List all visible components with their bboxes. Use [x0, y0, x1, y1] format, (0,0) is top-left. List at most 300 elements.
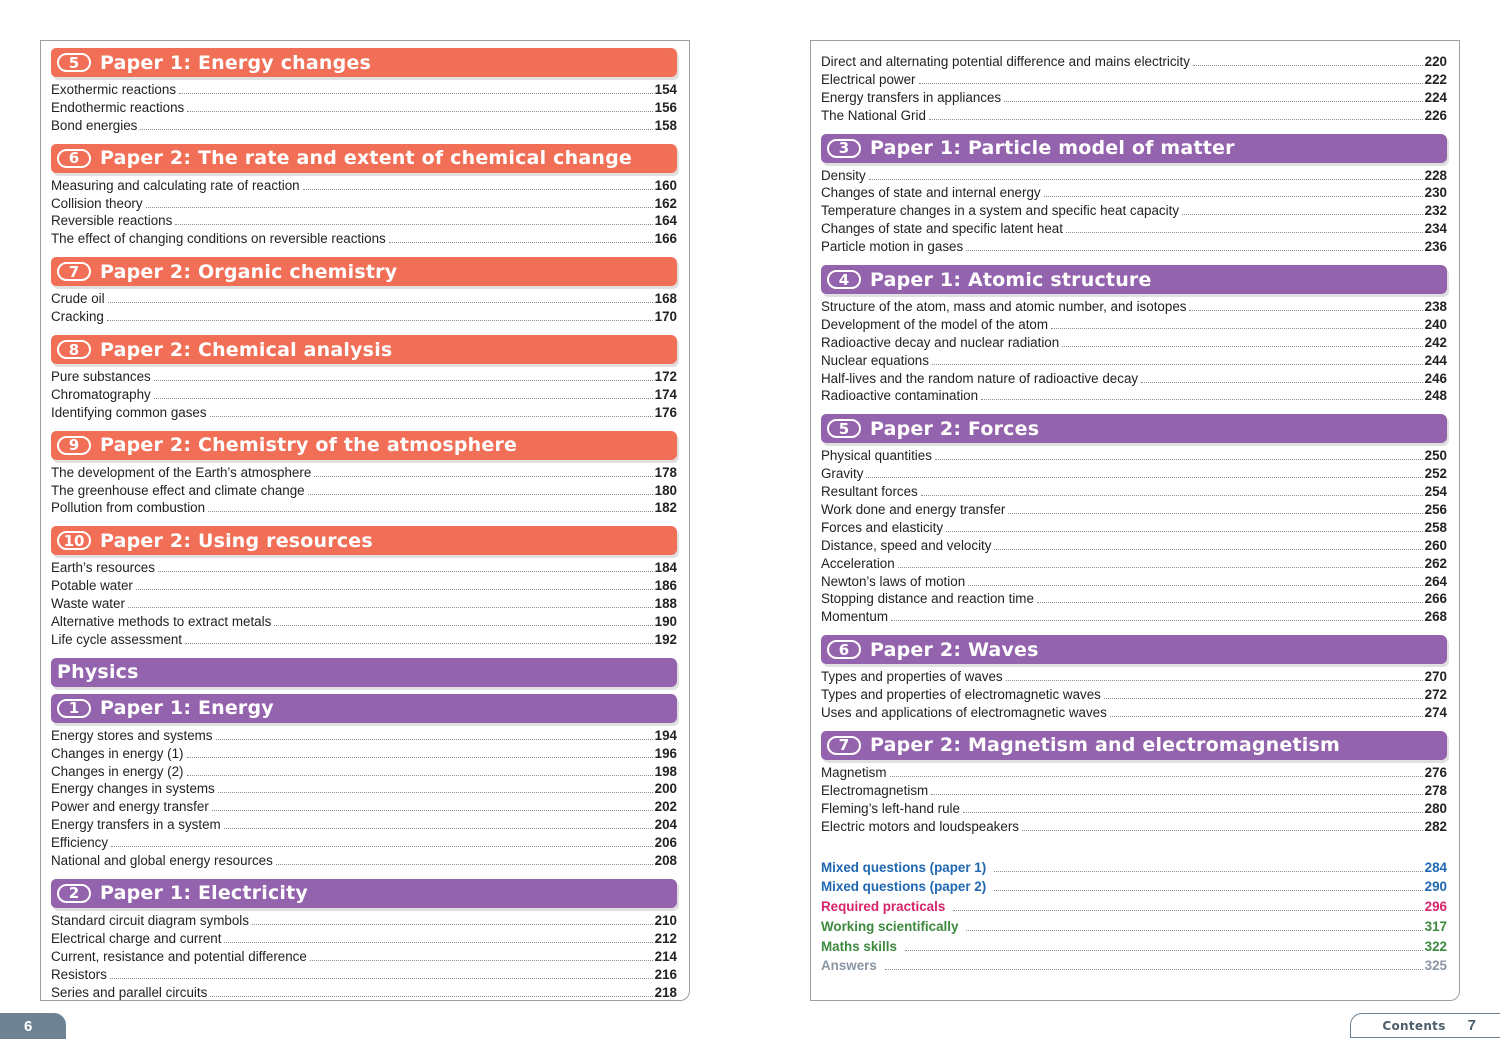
entry-title: The greenhouse effect and climate change [51, 482, 305, 498]
toc-entry[interactable] [821, 465, 1447, 483]
entry-page-number: 262 [1424, 555, 1447, 571]
entry-page-number: 166 [654, 231, 677, 247]
section-banner [51, 335, 677, 364]
toc-entry[interactable] [51, 613, 677, 631]
toc-entry[interactable] [51, 948, 677, 966]
entry-list [821, 760, 1447, 838]
entry-page-number: 198 [654, 763, 677, 779]
toc-entry[interactable] [51, 631, 677, 649]
toc-entry[interactable] [821, 483, 1447, 501]
toc-entry[interactable] [51, 852, 677, 870]
entry-page-number: 176 [654, 404, 677, 420]
toc-entry[interactable] [821, 202, 1447, 220]
toc-entry[interactable] [821, 53, 1447, 71]
entry-title: Standard circuit diagram symbols [51, 912, 249, 928]
entry-list [821, 49, 1447, 127]
entry-page-number: 254 [1424, 484, 1447, 500]
dot-leader [1193, 65, 1423, 66]
entry-list [51, 286, 677, 328]
entry-title: Density [821, 167, 866, 183]
dot-leader [946, 531, 1423, 532]
entry-page-number: 224 [1424, 89, 1447, 105]
entry-page-number: 248 [1424, 388, 1447, 404]
extra-section-entry[interactable] [821, 917, 1447, 937]
entry-title: Electromagnetism [821, 782, 929, 798]
entry-title: Measuring and calculating rate of reaction [51, 177, 300, 193]
entry-title: Collision theory [51, 195, 143, 211]
dot-leader [1189, 310, 1422, 311]
dot-leader [994, 549, 1422, 550]
section-banner [51, 431, 677, 460]
dot-leader [140, 129, 652, 130]
toc-entry[interactable] [821, 238, 1447, 256]
left-contents-list [51, 41, 677, 1003]
toc-entry[interactable] [51, 404, 677, 422]
toc-entry[interactable] [821, 782, 1447, 800]
extra-section-title: Working scientifically [821, 918, 959, 934]
toc-entry[interactable] [51, 984, 677, 1002]
toc-entry[interactable] [51, 308, 677, 326]
extra-section-page: 322 [1424, 938, 1447, 954]
dot-leader [1141, 382, 1423, 383]
entry-page-number: 210 [654, 912, 677, 928]
extra-section-entry[interactable] [821, 937, 1447, 957]
entry-page-number: 188 [654, 596, 677, 612]
dot-leader [308, 494, 653, 495]
section-number-badge: 6 [57, 149, 91, 168]
extra-section-page: 296 [1424, 899, 1447, 915]
left-page-folio [0, 1013, 66, 1039]
toc-entry[interactable] [51, 559, 677, 577]
toc-entry[interactable] [821, 573, 1447, 591]
left-page-contents [40, 40, 690, 1001]
entry-page-number: 172 [654, 369, 677, 385]
entry-title: Temperature changes in a system and specific heat capacity [821, 203, 1180, 219]
section-number-badge: 7 [827, 736, 861, 755]
toc-entry[interactable] [821, 519, 1447, 537]
section-title: Paper 2: The rate and extent of chemical change [100, 147, 632, 170]
entry-page-number: 162 [654, 195, 677, 211]
entry-page-number: 206 [654, 835, 677, 851]
entry-page-number: 278 [1424, 782, 1447, 798]
dot-leader [1044, 196, 1423, 197]
dot-leader [212, 810, 653, 811]
toc-entry[interactable] [51, 290, 677, 308]
entry-page-number: 168 [654, 291, 677, 307]
entry-page-number: 170 [654, 309, 677, 325]
entry-page-number: 160 [654, 177, 677, 193]
toc-entry[interactable] [51, 177, 677, 195]
entry-title: Structure of the atom, mass and atomic number, and isotopes [821, 299, 1187, 315]
entry-title: Uses and applications of electromagnetic waves [821, 705, 1107, 721]
entry-title: Changes of state and specific latent heat [821, 221, 1063, 237]
dot-leader [210, 996, 652, 997]
entry-page-number: 202 [654, 799, 677, 815]
entry-title: Physical quantities [821, 448, 932, 464]
dot-leader [1110, 716, 1423, 717]
entry-page-number: 272 [1424, 687, 1447, 703]
entry-page-number: 182 [654, 500, 677, 516]
entry-title: Fleming’s left-hand rule [821, 800, 960, 816]
entry-page-number: 246 [1424, 370, 1447, 386]
entry-title: Radioactive contamination [821, 388, 979, 404]
section-number-badge: 7 [57, 262, 91, 281]
section-number-badge: 5 [57, 53, 91, 72]
dot-leader [128, 607, 653, 608]
toc-entry[interactable] [51, 816, 677, 834]
toc-entry[interactable] [51, 464, 677, 482]
entry-page-number: 164 [654, 213, 677, 229]
extra-section-entry[interactable] [821, 858, 1447, 878]
dot-leader [136, 589, 653, 590]
toc-entry[interactable] [51, 99, 677, 117]
entry-page-number: 212 [654, 930, 677, 946]
section-number-badge: 1 [57, 699, 91, 718]
entry-title: Crude oil [51, 291, 105, 307]
entry-list [821, 294, 1447, 407]
entry-title: Forces and elasticity [821, 519, 944, 535]
entry-title: Life cycle assessment [51, 631, 182, 647]
extra-section-page: 325 [1424, 958, 1447, 974]
dot-leader [310, 960, 653, 961]
entry-title: The National Grid [821, 107, 926, 123]
toc-entry[interactable] [821, 316, 1447, 334]
section-banner [51, 144, 677, 173]
toc-entry[interactable] [821, 800, 1447, 818]
toc-entry[interactable] [51, 745, 677, 763]
entry-list [821, 664, 1447, 724]
entry-title: Resultant forces [821, 484, 918, 500]
toc-entry[interactable] [51, 780, 677, 798]
toc-entry[interactable] [821, 352, 1447, 370]
toc-entry[interactable] [821, 370, 1447, 388]
toc-entry[interactable] [51, 798, 677, 816]
toc-entry[interactable] [821, 298, 1447, 316]
left-page-number: 6 [24, 1017, 33, 1035]
toc-entry[interactable] [821, 590, 1447, 608]
extra-section-page: 317 [1424, 918, 1447, 934]
dot-leader [931, 794, 1422, 795]
entry-title: Magnetism [821, 764, 887, 780]
entry-page-number: 232 [1424, 203, 1447, 219]
toc-entry[interactable] [821, 686, 1447, 704]
toc-entry[interactable] [51, 368, 677, 386]
entry-page-number: 184 [654, 560, 677, 576]
dot-leader [108, 302, 653, 303]
entry-page-number: 222 [1424, 71, 1447, 87]
dot-leader [389, 242, 653, 243]
toc-entry[interactable] [51, 966, 677, 984]
toc-entry[interactable] [51, 595, 677, 613]
dot-leader [968, 585, 1423, 586]
dot-leader [185, 643, 653, 644]
section-number-badge: 10 [57, 531, 91, 550]
entry-page-number: 158 [654, 117, 677, 133]
extra-section-title: Maths skills [821, 938, 897, 954]
entry-page-number: 236 [1424, 239, 1447, 255]
dot-leader [187, 775, 653, 776]
section-banner [821, 134, 1447, 163]
entry-title: The development of the Earth’s atmosphere [51, 464, 312, 480]
toc-entry[interactable] [51, 727, 677, 745]
section-number-badge: 3 [827, 139, 861, 158]
toc-entry[interactable] [821, 668, 1447, 686]
dot-leader [981, 399, 1423, 400]
entry-title: Electrical charge and current [51, 930, 222, 946]
entry-page-number: 258 [1424, 519, 1447, 535]
entry-page-number: 226 [1424, 107, 1447, 123]
entry-title: National and global energy resources [51, 853, 273, 869]
section-title: Paper 2: Chemistry of the atmosphere [100, 434, 518, 457]
entry-title: Nuclear equations [821, 352, 929, 368]
section-number-badge: 4 [827, 270, 861, 289]
entry-list [51, 364, 677, 424]
dot-leader [314, 476, 652, 477]
entry-title: Energy transfers in a system [51, 817, 221, 833]
entry-page-number: 234 [1424, 221, 1447, 237]
section-banner [51, 879, 677, 908]
toc-entry[interactable] [821, 387, 1447, 405]
toc-entry[interactable] [821, 501, 1447, 519]
entry-page-number: 256 [1424, 502, 1447, 518]
entry-page-number: 196 [654, 745, 677, 761]
toc-entry[interactable] [821, 764, 1447, 782]
entry-title: Electrical power [821, 71, 916, 87]
toc-entry[interactable] [821, 818, 1447, 836]
section-title: Paper 2: Forces [870, 417, 1040, 440]
toc-entry[interactable] [51, 195, 677, 213]
contents-label: Contents [1382, 1018, 1446, 1033]
extra-sections-list [821, 858, 1447, 977]
section-banner [821, 731, 1447, 760]
entry-list [51, 908, 677, 1003]
dot-leader [224, 942, 652, 943]
dot-leader [1066, 232, 1423, 233]
section-title: Paper 1: Energy changes [100, 51, 372, 74]
dot-leader [179, 93, 653, 94]
extra-section-title: Mixed questions (paper 1) [821, 859, 987, 875]
entry-title: Development of the model of the atom [821, 316, 1049, 332]
entry-title: Current, resistance and potential difference [51, 948, 307, 964]
toc-entry[interactable] [821, 608, 1447, 626]
entry-title: Changes in energy (1) [51, 745, 184, 761]
entry-page-number: 218 [654, 984, 677, 1000]
extra-section-title: Mixed questions (paper 2) [821, 879, 987, 895]
extra-section-page: 284 [1424, 859, 1447, 875]
entry-title: Energy transfers in appliances [821, 89, 1002, 105]
dot-leader [1051, 328, 1423, 329]
dot-leader [252, 924, 653, 925]
entry-title: Types and properties of electromagnetic waves [821, 687, 1101, 703]
extra-section-title: Answers [821, 958, 877, 974]
entry-title: Cracking [51, 309, 104, 325]
toc-entry[interactable] [821, 167, 1447, 185]
dot-leader [869, 179, 1423, 180]
section-number-badge: 2 [57, 884, 91, 903]
entry-page-number: 216 [654, 966, 677, 982]
toc-entry[interactable] [51, 912, 677, 930]
entry-title: Pure substances [51, 369, 151, 385]
entry-title: Power and energy transfer [51, 799, 209, 815]
dot-leader [866, 477, 1422, 478]
entry-title: Changes of state and internal energy [821, 185, 1041, 201]
dot-leader [158, 571, 653, 572]
entry-page-number: 204 [654, 817, 677, 833]
section-banner [821, 635, 1447, 664]
dot-leader [216, 739, 653, 740]
dot-leader [187, 111, 652, 112]
subject-title: Physics [57, 661, 139, 684]
dot-leader [891, 620, 1423, 621]
entry-page-number: 156 [654, 99, 677, 115]
toc-entry[interactable] [821, 447, 1447, 465]
toc-entry[interactable] [51, 386, 677, 404]
entry-page-number: 200 [654, 781, 677, 797]
section-title: Paper 1: Particle model of matter [870, 137, 1235, 160]
entry-title: Half-lives and the random nature of radioactive decay [821, 370, 1139, 386]
section-number-badge: 9 [57, 436, 91, 455]
right-page-folio [1350, 1013, 1500, 1038]
entry-title: Bond energies [51, 117, 138, 133]
section-number-badge: 8 [57, 340, 91, 359]
entry-list [821, 443, 1447, 628]
toc-entry[interactable] [821, 537, 1447, 555]
toc-entry[interactable] [51, 81, 677, 99]
entry-page-number: 250 [1424, 448, 1447, 464]
dot-leader [1004, 101, 1423, 102]
entry-title: Energy stores and systems [51, 727, 213, 743]
right-contents-list [821, 49, 1447, 976]
dot-leader [935, 459, 1423, 460]
entry-title: Series and parallel circuits [51, 984, 208, 1000]
entry-page-number: 186 [654, 578, 677, 594]
entry-page-number: 242 [1424, 334, 1447, 350]
section-banner [821, 265, 1447, 294]
entry-page-number: 194 [654, 727, 677, 743]
entry-title: Potable water [51, 578, 133, 594]
entry-title: Momentum [821, 609, 888, 625]
toc-entry[interactable] [51, 834, 677, 852]
entry-list [51, 77, 677, 137]
dot-leader [1022, 830, 1423, 831]
entry-page-number: 180 [654, 482, 677, 498]
toc-entry[interactable] [821, 107, 1447, 125]
entry-title: Work done and energy transfer [821, 502, 1006, 518]
toc-entry[interactable] [51, 763, 677, 781]
dot-leader [175, 224, 652, 225]
section-number-badge: 5 [827, 419, 861, 438]
dot-leader [1006, 680, 1423, 681]
dot-leader [898, 567, 1423, 568]
dot-leader [208, 511, 653, 512]
right-page-contents [810, 40, 1460, 1001]
toc-entry[interactable] [51, 117, 677, 135]
section-title: Paper 2: Chemical analysis [100, 338, 393, 361]
section-title: Paper 2: Waves [870, 638, 1039, 661]
dot-leader [994, 890, 1422, 891]
entry-title: Gravity [821, 466, 864, 482]
toc-entry[interactable] [821, 220, 1447, 238]
subject-heading [51, 658, 677, 687]
entry-title: Chromatography [51, 386, 151, 402]
entry-page-number: 214 [654, 948, 677, 964]
dot-leader [1037, 602, 1423, 603]
toc-entry[interactable] [821, 555, 1447, 573]
dot-leader [224, 828, 653, 829]
entry-title: Efficiency [51, 835, 109, 851]
entry-page-number: 268 [1424, 609, 1447, 625]
entry-page-number: 244 [1424, 352, 1447, 368]
dot-leader [929, 119, 1423, 120]
toc-entry[interactable] [51, 482, 677, 500]
toc-entry[interactable] [821, 89, 1447, 107]
section-banner [51, 48, 677, 77]
entry-page-number: 190 [654, 614, 677, 630]
entry-page-number: 280 [1424, 800, 1447, 816]
toc-entry[interactable] [821, 334, 1447, 352]
extra-section-title: Required practicals [821, 899, 946, 915]
toc-entry[interactable] [821, 184, 1447, 202]
toc-entry[interactable] [51, 499, 677, 517]
section-banner [51, 257, 677, 286]
section-title: Paper 1: Atomic structure [870, 268, 1152, 291]
section-banner [51, 694, 677, 723]
entry-title: The effect of changing conditions on reversible reactions [51, 231, 386, 247]
extra-section-entry[interactable] [821, 897, 1447, 917]
dot-leader [187, 757, 653, 758]
entry-page-number: 238 [1424, 299, 1447, 315]
dot-leader [963, 812, 1423, 813]
toc-entry[interactable] [51, 930, 677, 948]
entry-title: Stopping distance and reaction time [821, 591, 1034, 607]
entry-title: Acceleration [821, 555, 895, 571]
section-title: Paper 2: Using resources [100, 529, 373, 552]
entry-page-number: 276 [1424, 764, 1447, 780]
entry-title: Earth’s resources [51, 560, 155, 576]
toc-entry[interactable] [821, 71, 1447, 89]
entry-page-number: 230 [1424, 185, 1447, 201]
dot-leader [885, 969, 1423, 970]
entry-page-number: 260 [1424, 537, 1447, 553]
entry-title: Waste water [51, 596, 125, 612]
entry-title: Energy changes in systems [51, 781, 215, 797]
entry-title: Reversible reactions [51, 213, 173, 229]
toc-entry[interactable] [51, 230, 677, 248]
section-banner [821, 414, 1447, 443]
toc-entry[interactable] [821, 704, 1447, 722]
entry-title: Resistors [51, 966, 107, 982]
section-title: Paper 2: Organic chemistry [100, 260, 398, 283]
dot-leader [1104, 698, 1423, 699]
entry-page-number: 282 [1424, 818, 1447, 834]
entry-title: Distance, speed and velocity [821, 537, 992, 553]
entry-page-number: 252 [1424, 466, 1447, 482]
extra-section-entry[interactable] [821, 877, 1447, 897]
entry-title: Newton’s laws of motion [821, 573, 966, 589]
entry-list [51, 460, 677, 520]
entry-title: Endothermic reactions [51, 99, 185, 115]
extra-section-entry[interactable] [821, 956, 1447, 976]
extra-section-page: 290 [1424, 879, 1447, 895]
entry-title: Radioactive decay and nuclear radiation [821, 334, 1060, 350]
dot-leader [966, 930, 1422, 931]
entry-page-number: 208 [654, 853, 677, 869]
toc-entry[interactable] [51, 577, 677, 595]
entry-list [51, 723, 677, 872]
entry-page-number: 220 [1424, 54, 1447, 69]
dot-leader [1062, 346, 1422, 347]
toc-entry[interactable] [51, 212, 677, 230]
